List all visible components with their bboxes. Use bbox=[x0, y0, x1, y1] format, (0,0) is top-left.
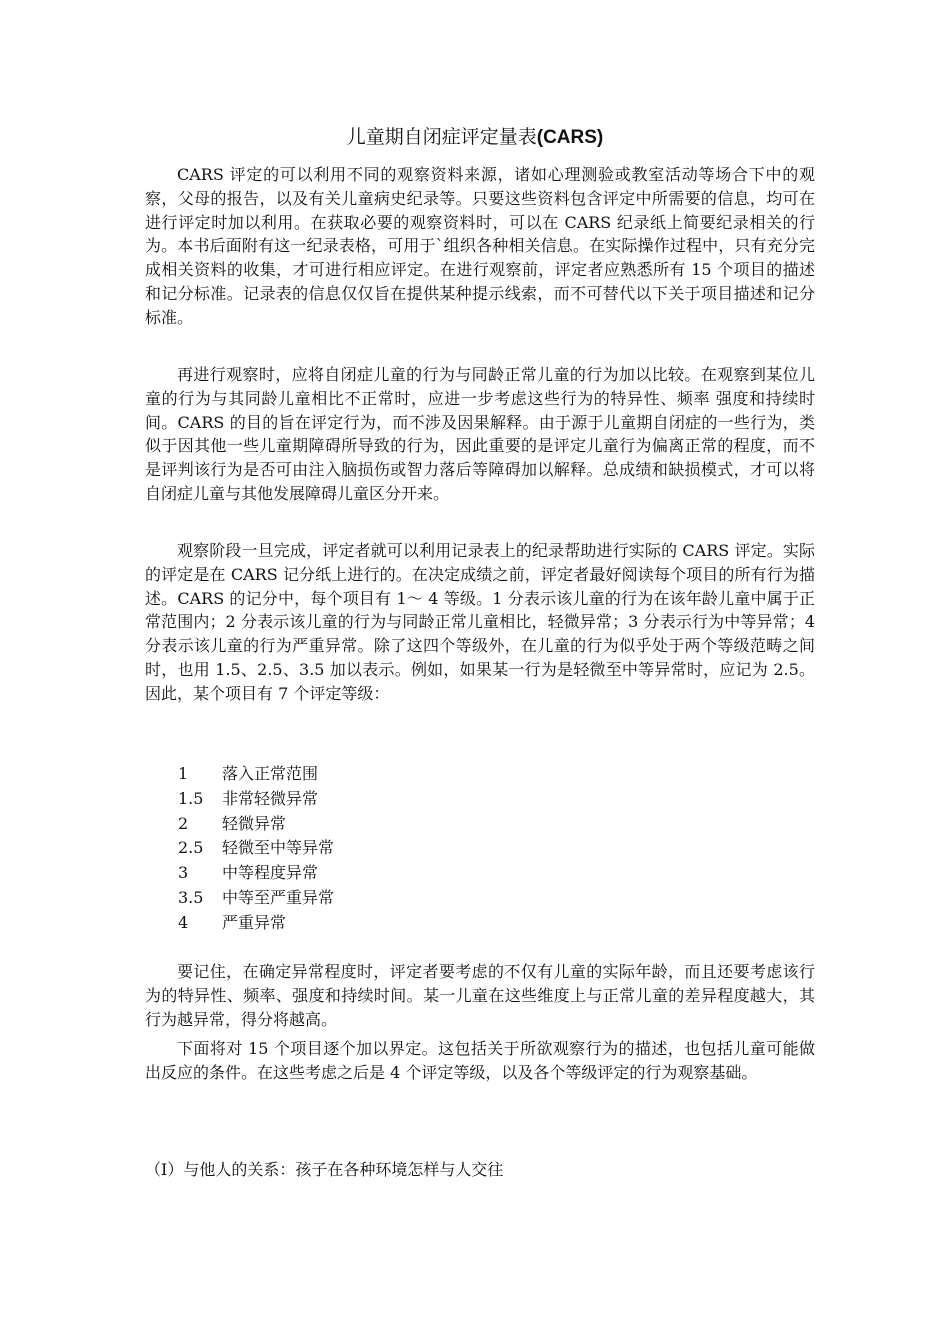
level-score: 2 bbox=[178, 813, 189, 833]
paragraph-text: 观察阶段一旦完成，评定者就可以利用记录表上的纪录帮助进行实际的 CARS 评定。实际的评定是在 CARS 记分纸上进行的。在决定成绩之前，评定者最好阅读每个项目的所有行为描述。CARS 的记分中，每个项目有 1～ 4 等级。1 分表示该儿童的行为在该年龄儿童中属于正常范围内；2 分表示该儿童的行为与同龄正常儿童相比，轻微异常；3 分表示行为中等异常；4 分表示该儿童的行为严重异常。除了这四个等级外，在儿童的行为似乎处于两个等级范畴之间时，也用 1.5、2.5、3.5 加以表示。例如，如果某一行为是轻微至中等异常时，应记为 2.5。因此，某个项目有 7 个评定等级： bbox=[145, 541, 815, 703]
list-item bbox=[178, 911, 334, 936]
paragraph-items-intro bbox=[145, 1037, 815, 1085]
level-label: 轻微至中等异常 bbox=[222, 838, 335, 858]
paragraph-remember bbox=[145, 960, 815, 1031]
list-item bbox=[178, 861, 334, 886]
list-item bbox=[178, 762, 334, 787]
level-score: 1.5 bbox=[178, 788, 204, 808]
rating-levels-list bbox=[178, 762, 334, 936]
section-heading: （Ⅰ）与他人的关系：孩子在各种环境怎样与人交往 bbox=[145, 1160, 504, 1179]
level-score: 1 bbox=[178, 764, 189, 783]
level-label: 中等至严重异常 bbox=[222, 887, 335, 907]
paragraph-text: 要记住，在确定异常程度时，评定者要考虑的不仅有儿童的实际年龄，而且还要考虑该行为的特异性、频率、强度和持续时间。某一儿童在这些维度上与正常儿童的差异程度越大，其行为越异常，得分将越高。 bbox=[145, 962, 815, 1029]
level-score: 3.5 bbox=[178, 887, 204, 907]
level-score: 2.5 bbox=[178, 838, 204, 858]
list-item bbox=[178, 836, 334, 861]
level-label: 严重异常 bbox=[222, 912, 287, 932]
level-label: 非常轻微异常 bbox=[222, 788, 319, 808]
list-item bbox=[178, 812, 334, 837]
paragraph-text: CARS 评定的可以利用不同的观察资料来源，诸如心理测验或教室活动等场合下中的观察，父母的报告，以及有关儿童病史纪录等。只要这些资料包含评定中所需要的信息，均可在进行评定时加以利用。在获取必要的观察资料时，可以在 CARS 纪录纸上简要纪录相关的行为。本书后面附有这一纪录表格，可用于`组织各种相关信息。在实际操作过程中，只有充分完成相关资料的收集，才可进行相应评定。在进行观察前，评定者应熟悉所有 15 个项目的描述和记分标准。记录表的信息仅仅旨在提供某种提示线索，而不可替代以下关于项目描述和记分标准。 bbox=[145, 165, 815, 327]
list-item bbox=[178, 787, 334, 812]
title-abbreviation: (CARS) bbox=[536, 127, 604, 148]
level-score: 3 bbox=[178, 863, 189, 883]
paragraph-text: 再进行观察时，应将自闭症儿童的行为与同龄正常儿童的行为加以比较。在观察到某位儿童的行为与其同龄儿童相比不正常时，应进一步考虑这些行为的特异性、频率 强度和持续时间。CARS 的目的旨在评定行为，而不涉及因果解释。由于源于儿童期自闭症的一些行为，类似于因其他一些儿童期障碍所导致的行为，因此重要的是评定儿童行为偏离正常的程度，而不是评判该行为是否可由注入脑损伤或智力落后等障碍加以解释。总成绩和缺损模式，才可以将自闭症儿童与其他发展障碍儿童区分开来。 bbox=[145, 365, 815, 503]
paragraph-scoring bbox=[145, 539, 815, 706]
level-score: 4 bbox=[178, 912, 189, 932]
paragraph-data-sources bbox=[145, 163, 815, 330]
level-label: 中等程度异常 bbox=[222, 863, 319, 883]
level-label: 轻微异常 bbox=[222, 813, 287, 833]
list-item bbox=[178, 886, 334, 911]
paragraph-observation bbox=[145, 363, 815, 506]
page-title bbox=[0, 122, 950, 153]
title-chinese: 儿童期自闭症评定量表 bbox=[346, 126, 537, 148]
paragraph-text: 下面将对 15 个项目逐个加以界定。这包括关于所欲观察行为的描述，也包括儿童可能做出反应的条件。在这些考虑之后是 4 个评定等级，以及各个等级评定的行为观察基础。 bbox=[145, 1039, 815, 1082]
level-label: 落入正常范围 bbox=[222, 764, 319, 783]
